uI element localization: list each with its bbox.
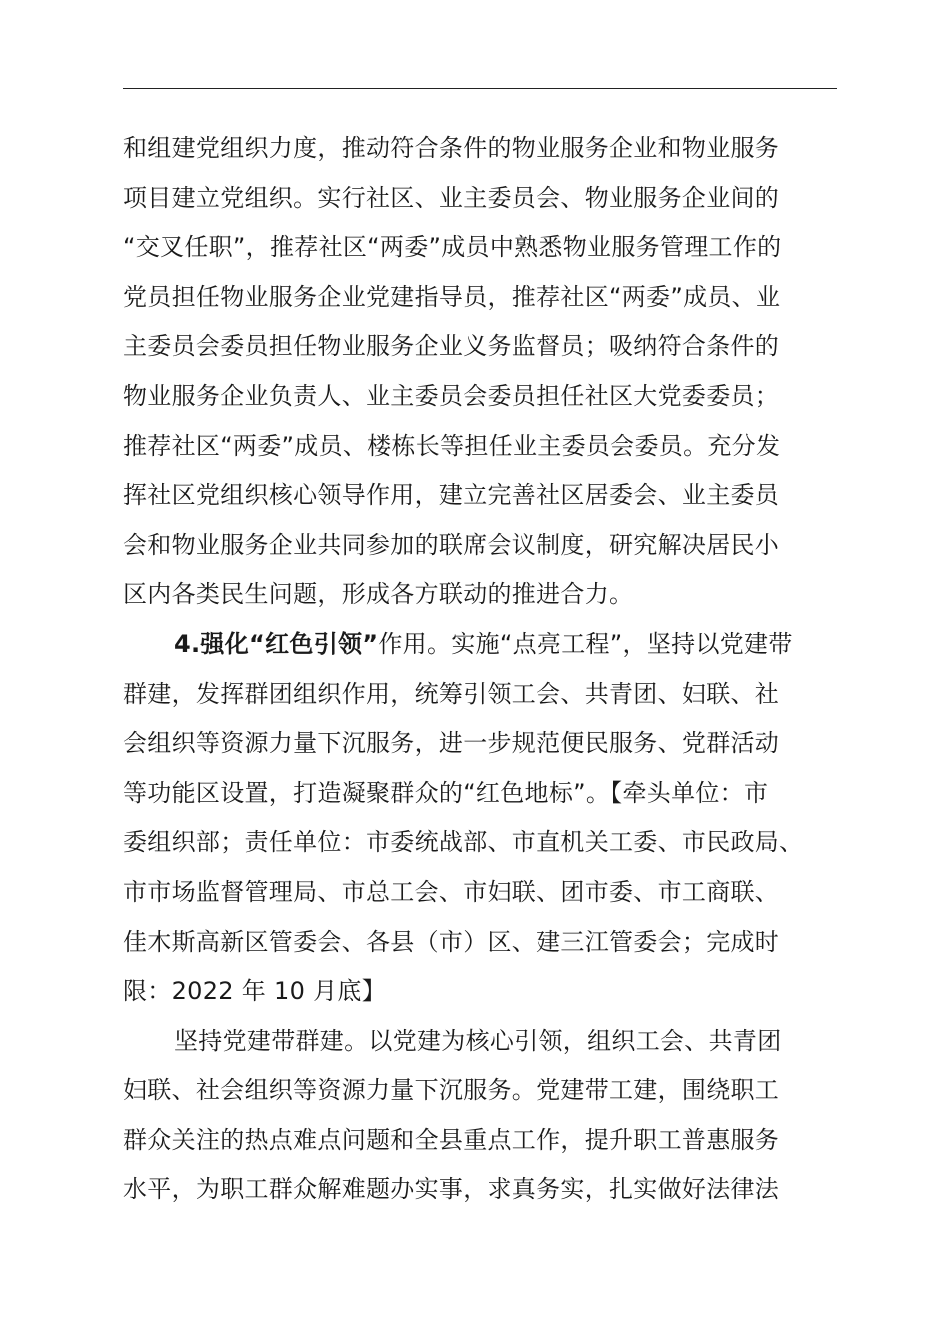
text-line: 坚持党建带群建。以党建为核心引领，组织工会、共青团 xyxy=(174,1026,782,1055)
text-line: 委组织部；责任单位：市委统战部、市直机关工委、市民政局、 xyxy=(123,828,804,857)
section-heading: 强化“红色引领” xyxy=(200,629,379,658)
paragraph-party-leads-groups xyxy=(123,1017,837,1215)
text-line: 和组建党组织力度，推动符合条件的物业服务企业和物业服务 xyxy=(123,134,780,162)
text-line: 推荐社区“两委”成员、楼栋长等担任业主委员会委员。充分发 xyxy=(123,431,781,460)
header-rule xyxy=(123,88,837,89)
text-line: 区内各类民生问题，形成各方联动的推进合力。 xyxy=(123,580,634,609)
text-line: “交叉任职”，推荐社区“两委”成员中熟悉物业服务管理工作的 xyxy=(123,233,782,262)
text-line: 限：2022 年 10 月底】 xyxy=(123,977,387,1006)
text-line: 党员担任物业服务企业党建指导员，推荐社区“两委”成员、业 xyxy=(123,282,781,311)
text-line: 水平，为职工群众解难题办实事，求真务实，扎实做好法律法 xyxy=(123,1175,780,1204)
text-line: 佳木斯高新区管委会、各县（市）区、建三江管委会；完成时 xyxy=(123,927,780,956)
text-line: 会和物业服务企业共同参加的联席会议制度，研究解决居民小 xyxy=(123,530,780,559)
text-line: 主委员会委员担任物业服务企业义务监督员；吸纳符合条件的 xyxy=(123,332,780,361)
text-line: 挥社区党组织核心领导作用，建立完善社区居委会、业主委员 xyxy=(123,481,780,510)
text-line: 群建，发挥群团组织作用，统筹引领工会、共青团、妇联、社 xyxy=(123,679,780,708)
paragraph-property-party-building xyxy=(123,124,837,620)
text-line: 项目建立党组织。实行社区、业主委员会、物业服务企业间的 xyxy=(123,183,780,212)
text-line: 等功能区设置，打造凝聚群众的“红色地标”。【牵头单位：市 xyxy=(123,778,769,807)
text-line: 妇联、社会组织等资源力量下沉服务。党建带工建，围绕职工 xyxy=(123,1076,780,1105)
text-line: 群众关注的热点难点问题和全县重点工作，提升职工普惠服务 xyxy=(123,1125,780,1154)
section-number: 4. xyxy=(174,629,201,658)
section-heading-rest: 作用。实施“点亮工程”，坚持以党建带 xyxy=(378,629,793,658)
paragraph-red-leadership xyxy=(123,620,837,1017)
document-body xyxy=(123,124,837,1215)
text-line: 会组织等资源力量下沉服务，进一步规范便民服务、党群活动 xyxy=(123,729,780,758)
section-heading-line xyxy=(123,620,837,670)
text-line: 物业服务企业负责人、业主委员会委员担任社区大党委委员； xyxy=(123,381,780,410)
text-line: 市市场监督管理局、市总工会、市妇联、团市委、市工商联、 xyxy=(123,877,780,906)
